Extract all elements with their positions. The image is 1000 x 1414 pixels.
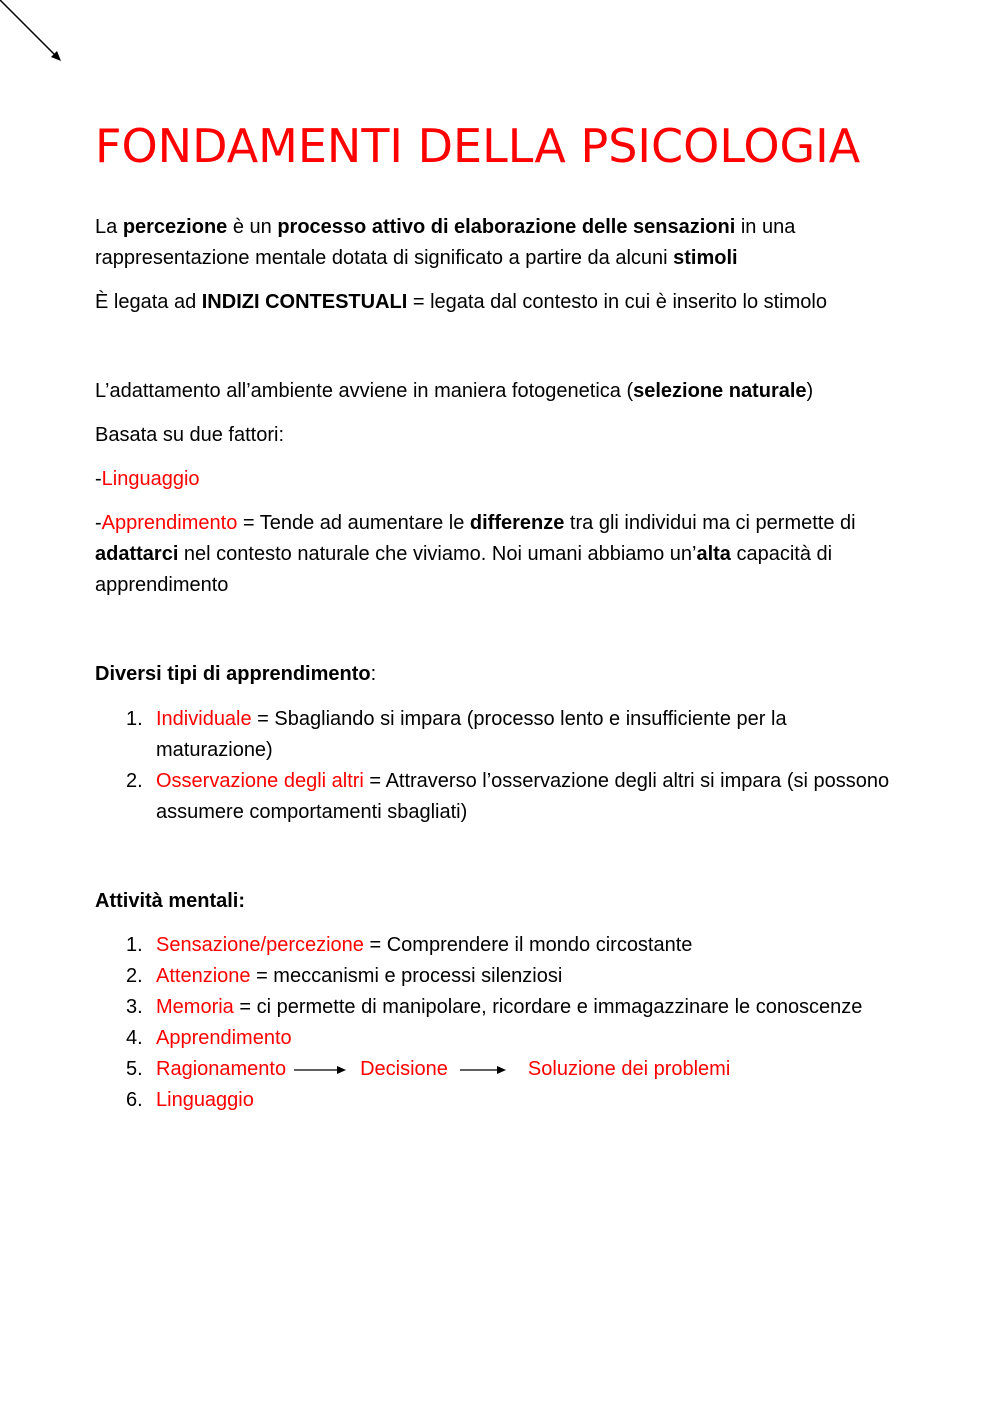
list-item: 2. Osservazione degli altri = Attraverso l’osservazione degli altri si impara (si possono assumere comportamenti sbagliati) (126, 770, 890, 823)
paragraph-percezione: La percezione è un processo attivo di elaborazione delle sensazioni in una rappresentazione mentale dotata di significato a partire da alcuni stimoli (95, 216, 796, 269)
flow-step-soluzione: Soluzione dei problemi (527, 1058, 731, 1080)
right-arrow-icon (460, 1065, 506, 1075)
list-item: 6. Linguaggio (126, 1089, 254, 1111)
list-item: 3. Memoria = ci permette di manipolare, ricordare e immagazzinare le conoscenze (126, 996, 863, 1018)
paragraph-apprendimento: -Apprendimento = Tende ad aumentare le differenze tra gli individui ma ci permette di adattarci nel contesto naturale che viviamo. Noi umani abbiamo un’alta capacità di apprendimento (95, 512, 856, 596)
paragraph-fattori: Basata su due fattori: (95, 424, 285, 446)
list-item: 2. Attenzione = meccanismi e processi silenziosi (126, 965, 563, 987)
list-item: 1. Individuale = Sbagliando si impara (processo lento e insufficiente per la maturazione) (126, 708, 787, 761)
list-item-flow: 5. Ragionamento Decisione Soluzione dei problemi (95, 1054, 905, 1085)
list-item: 1. Sensazione/percezione = Comprendere il mondo circostante (126, 934, 693, 956)
heading-tipi-apprendimento: Diversi tipi di apprendimento: (95, 663, 377, 685)
paragraph-linguaggio: -Linguaggio (95, 468, 200, 490)
paragraph-indizi-contestuali: È legata ad INDIZI CONTESTUALI = legata dal contesto in cui è inserito lo stimolo (95, 291, 827, 313)
list-item: 4. Apprendimento (126, 1027, 292, 1049)
list-tipi-apprendimento (95, 704, 905, 828)
list-attivita-mentali (95, 930, 905, 1116)
flow-step-decisione: Decisione (360, 1058, 448, 1080)
page-title: FONDAMENTI DELLA PSICOLOGIA (95, 119, 861, 173)
paragraph-adattamento: L’adattamento all’ambiente avviene in maniera fotogenetica (selezione naturale) (95, 380, 814, 402)
right-arrow-icon (294, 1065, 346, 1075)
flow-step-ragionamento: Ragionamento (156, 1058, 287, 1080)
heading-attivita-mentali: Attività mentali: (95, 890, 246, 912)
diagonal-arrow-icon (0, 0, 70, 70)
